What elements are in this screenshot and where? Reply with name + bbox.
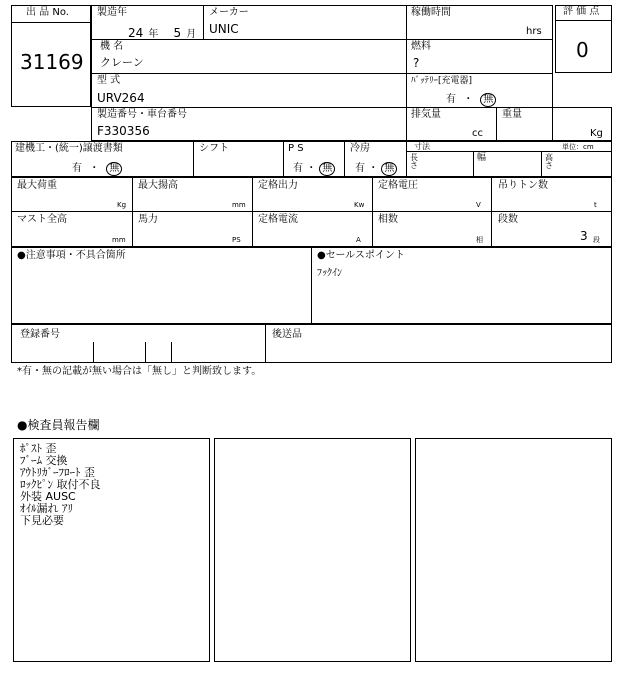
- spec2-label-phases: 相数: [378, 214, 398, 225]
- sales-label: ●セールスポイント: [317, 250, 405, 261]
- registration-box: [11, 324, 612, 363]
- serial-label: 製造番号・車台番号: [97, 109, 187, 120]
- doc-label: 建機工・(統一)譲渡書類: [15, 143, 123, 154]
- dim-label: 寸法: [414, 142, 430, 151]
- manufacture-date: [128, 22, 196, 41]
- maker-value: UNIC: [209, 22, 239, 36]
- doc-yes-no: [72, 159, 122, 176]
- spec1-label-max-load: 最大荷重: [17, 180, 57, 191]
- hours-unit: hrs: [526, 26, 542, 37]
- ps-yes-no: [293, 159, 335, 176]
- report-line: ｵｲﾙ漏れ ｱﾘ: [20, 502, 73, 515]
- spec1-unit-lift-tonnage: t: [594, 201, 597, 209]
- report-line: ﾛｯｸﾋﾟﾝ 取付不良: [20, 478, 101, 491]
- height-label: 高 さ: [545, 153, 553, 170]
- footnote: *有・無の記載が無い場合は「無し」と判断致します。: [17, 366, 262, 377]
- spec2-label-mast-height: マスト全高: [17, 214, 67, 225]
- spec2-unit-mast-height: mm: [112, 236, 126, 244]
- ps-no-circled: 無: [319, 162, 335, 176]
- spec1-unit-max-lift: mm: [232, 201, 246, 209]
- doc-no-circled: 無: [106, 162, 122, 176]
- displacement-label: 排気量: [411, 109, 441, 120]
- shift-label: シフト: [199, 143, 229, 154]
- spec1-label-rated-voltage: 定格電圧: [378, 180, 418, 191]
- caution-label: ●注意事項・不具合箇所: [17, 250, 126, 261]
- doc-yes: 有: [72, 163, 82, 174]
- spec2-unit-stages: 段: [593, 236, 600, 244]
- spec1-unit-rated-output: Kw: [354, 201, 365, 209]
- fuel-label: 燃料: [411, 41, 431, 52]
- model-type-label: 型 式: [97, 75, 121, 86]
- manufacture-year-label: 製造年: [97, 7, 127, 18]
- inspector-title: ●検査員報告欄: [17, 418, 100, 432]
- battery-yes: 有: [446, 94, 456, 105]
- inspector-column-1: [13, 438, 210, 662]
- rating-value: 0: [576, 38, 589, 62]
- battery-label: ﾊﾞｯﾃﾘｰ[充電器]: [411, 76, 473, 86]
- ps-yes: 有: [293, 163, 303, 174]
- manufacture-month: 5: [173, 26, 182, 40]
- report-line: 下見必要: [20, 514, 64, 527]
- battery-no-circled: 無: [480, 93, 496, 107]
- spec2-unit-rated-current: A: [356, 236, 361, 244]
- inspector-column-2: [214, 438, 411, 662]
- report-line: ﾌﾞｰﾑ 交換: [20, 454, 68, 467]
- ps-label: P S: [288, 143, 304, 154]
- spec2-unit-horsepower: PS: [232, 236, 241, 244]
- registration-label: 登録番号: [20, 329, 60, 340]
- battery-yes-no: [446, 90, 496, 107]
- lot-no-value: 31169: [20, 50, 84, 74]
- report-line: ｱｳﾄﾘｶﾞｰﾌﾛｰﾄ 歪: [20, 466, 95, 479]
- report-line: 外装 AUSC: [20, 490, 76, 503]
- sales-text: ﾌｯｸｲﾝ: [317, 268, 342, 279]
- spec2-label-rated-current: 定格電流: [258, 214, 298, 225]
- doc-sep: ・: [89, 163, 100, 174]
- cooling-sep: ・: [368, 163, 379, 174]
- model-name-value: クレーン: [100, 56, 144, 69]
- month-unit: 月: [186, 29, 197, 40]
- serial-value: F330356: [97, 124, 150, 138]
- unit-note: 単位：cm: [562, 143, 594, 151]
- cooling-yes-no: [355, 159, 397, 176]
- delivery-label: 後送品: [272, 329, 302, 340]
- spec2-label-horsepower: 馬力: [138, 214, 158, 225]
- spec1-label-max-lift: 最大揚高: [138, 180, 178, 191]
- spec1-label-lift-tonnage: 吊りトン数: [498, 180, 548, 191]
- maker-label: メーカー: [209, 7, 249, 18]
- ps-sep: ・: [306, 163, 317, 174]
- manufacture-year: 24: [128, 26, 144, 40]
- weight-unit: Kg: [590, 128, 603, 139]
- model-type-value: URV264: [97, 91, 145, 105]
- year-unit: 年: [148, 29, 159, 40]
- rating-label: 評 価 点: [563, 6, 600, 17]
- width-label: 幅: [477, 153, 487, 163]
- spec1-unit-rated-voltage: V: [476, 201, 481, 209]
- cooling-label: 冷房: [350, 143, 370, 154]
- model-name-label: 機 名: [100, 41, 124, 52]
- spec2-label-stages: 段数: [498, 214, 518, 225]
- cooling-yes: 有: [355, 163, 365, 174]
- spec1-unit-max-load: Kg: [117, 201, 127, 209]
- lot-no-label: 出 品 No.: [26, 7, 69, 18]
- weight-label: 重量: [502, 109, 522, 120]
- spec2-value-stages: 3: [580, 229, 588, 243]
- inspector-column-3: [415, 438, 612, 662]
- fuel-value: ?: [413, 56, 420, 70]
- displacement-unit: cc: [472, 128, 483, 139]
- battery-sep: ・: [463, 94, 474, 105]
- spec2-unit-phases: 相: [476, 236, 483, 244]
- cooling-no-circled: 無: [381, 162, 397, 176]
- spec1-label-rated-output: 定格出力: [258, 180, 298, 191]
- hours-label: 稼働時間: [411, 7, 451, 18]
- report-line: ﾎﾟｽﾄ 歪: [20, 442, 57, 455]
- length-label: 長 さ: [410, 153, 418, 170]
